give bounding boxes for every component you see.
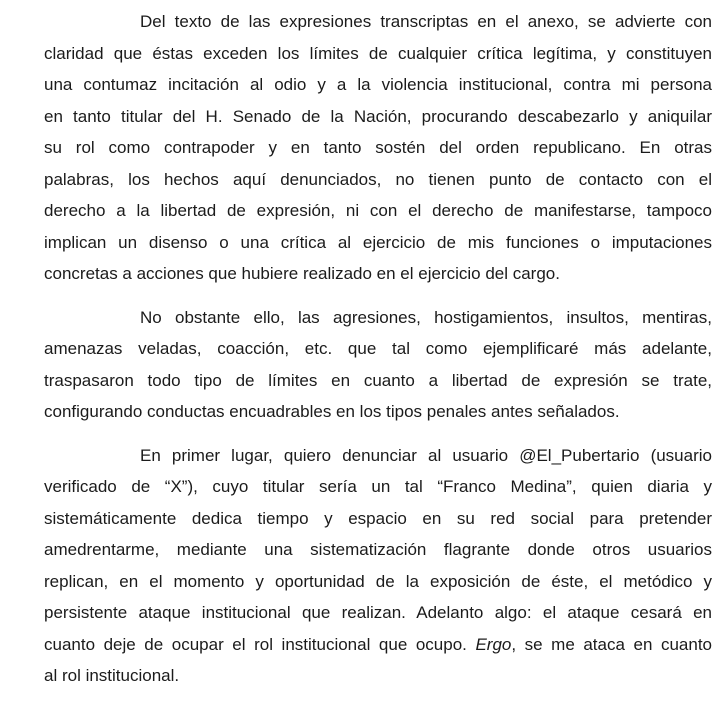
text-line: replican, en el momento y oportunidad de la exposición de éste, el metódico y: [44, 571, 712, 591]
text-line: implican un disenso o una crítica al ejercicio de mis funciones o imputaciones: [44, 232, 712, 252]
paragraph: [44, 440, 712, 692]
text-line: persistente ataque institucional que realizan. Adelanto algo: el ataque cesará en: [44, 603, 712, 622]
text-line: su rol como contrapoder y en tanto sostén del orden republicano. En otras: [44, 138, 712, 157]
text-line: traspasaron todo tipo de límites en cuanto a libertad de expresión se trate,: [44, 370, 712, 390]
text-line: No obstante ello, las agresiones, hostigamientos, insultos, mentiras,: [140, 307, 712, 327]
text-line: derecho a la libertad de expresión, ni con el derecho de manifestarse, tampoco: [44, 201, 712, 220]
text-line: en tanto titular del H. Senado de la Nación, procurando descabezarlo y aniquilar: [44, 106, 712, 126]
text-line: amenazas veladas, coacción, etc. que tal como ejemplificaré más adelante,: [44, 339, 712, 358]
text-line: cuanto deje de ocupar el rol institucional que ocupo. Ergo, se me ataca en cuanto: [44, 634, 712, 654]
text-line: sistemáticamente dedica tiempo y espacio en su red social para pretender: [44, 508, 712, 528]
text-line: verificado de “X”), cuyo titular sería un tal “Franco Medina”, quien diaria y: [44, 477, 712, 496]
text-line: amedrentarme, mediante una sistematización flagrante donde otros usuarios: [44, 540, 712, 559]
text-line: al rol institucional.: [44, 666, 180, 685]
text-line: claridad que éstas exceden los límites de cualquier crítica legítima, y constituyen: [44, 43, 712, 63]
text-line: palabras, los hechos aquí denunciados, no tienen punto de contacto con el: [44, 169, 712, 189]
text-line: En primer lugar, quiero denunciar al usuario @El_Pubertario (usuario: [140, 445, 712, 465]
text-line: una contumaz incitación al odio y a la violencia institucional, contra mi persona: [44, 75, 712, 94]
text-line: configurando conductas encuadrables en los tipos penales antes señalados.: [44, 402, 620, 421]
paragraph: [44, 6, 712, 290]
text-line: concretas a acciones que hubiere realizado en el ejercicio del cargo.: [44, 264, 560, 283]
text-line: Del texto de las expresiones transcriptas en el anexo, se advierte con: [140, 12, 712, 31]
paragraph: [44, 302, 712, 428]
